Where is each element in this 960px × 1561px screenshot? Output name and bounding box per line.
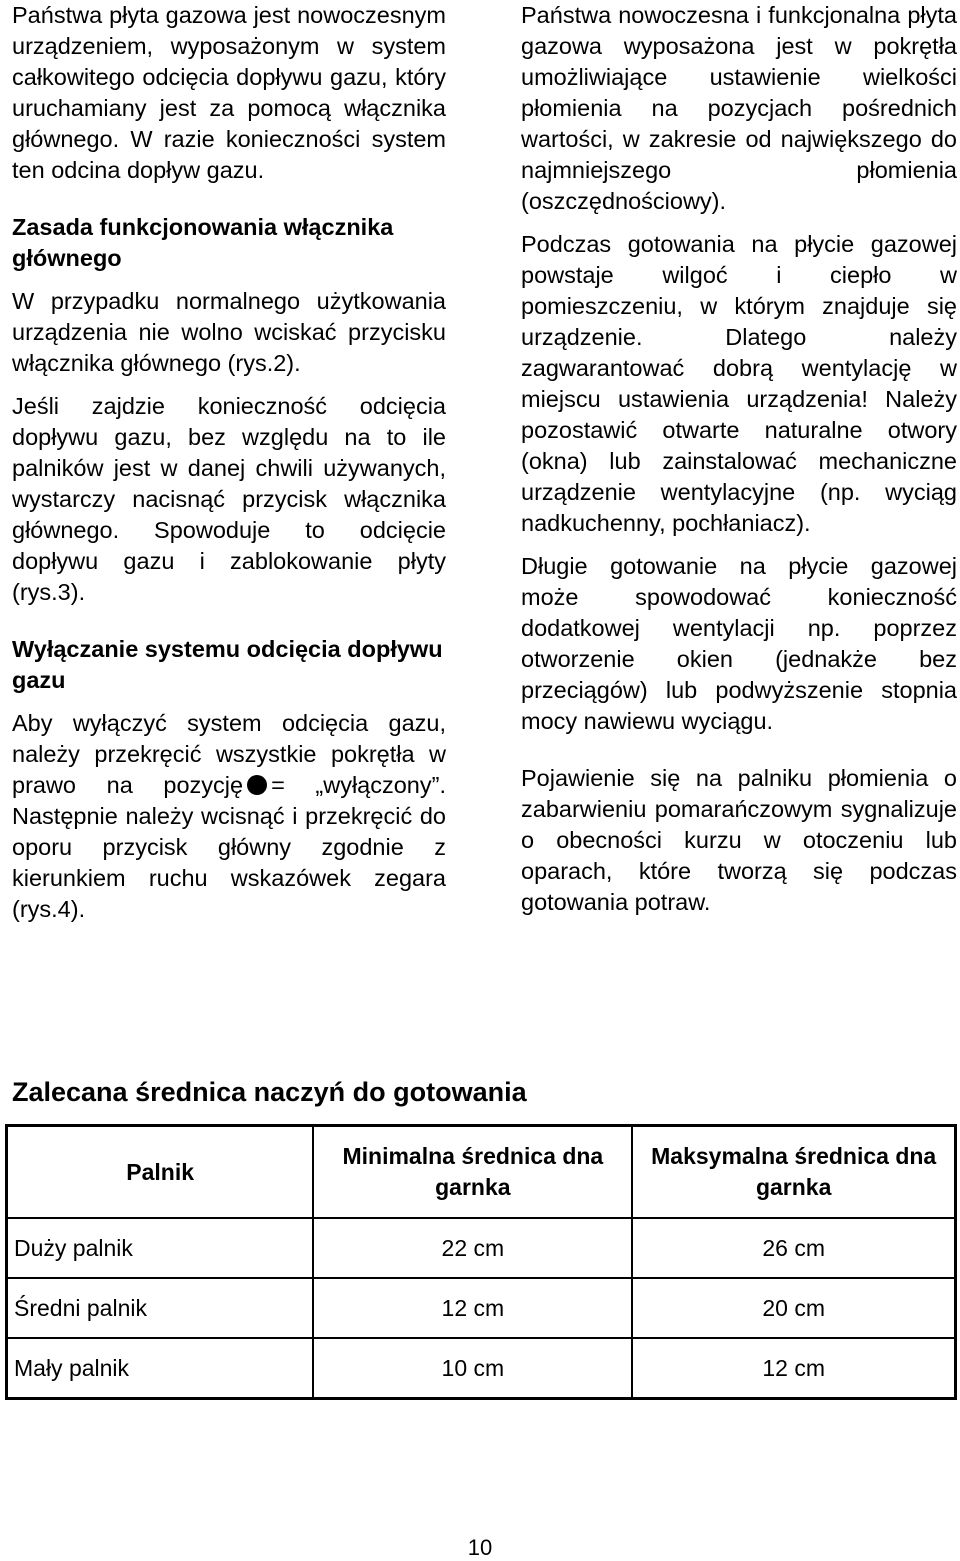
max-diameter: 12 cm bbox=[632, 1338, 955, 1399]
left-column bbox=[12, 0, 446, 925]
max-diameter: 20 cm bbox=[632, 1278, 955, 1338]
normal-use-paragraph: W przypadku normalnego użytkowania urządzenia nie wolno wciskać przycisku włącznika głównego (rys.2). bbox=[12, 288, 446, 376]
table-row bbox=[7, 1278, 956, 1338]
burner-name: Średni palnik bbox=[7, 1278, 314, 1338]
disable-text-after: = „wyłączony”. Następnie należy wcisnąć i przekręcić do oporu przycisk główny zgodnie z kierunkiem ruchu wskazówek zegara (rys.4). bbox=[12, 772, 446, 922]
long-cooking-paragraph: Długie gotowanie na płycie gazowej może spowodować konieczność dodatkowej wentylacji np. poprzez otworzenie okien (jednakże bez przeciągów) lub podwyższenie stopnia mocy nawiewu wyciągu. bbox=[521, 553, 957, 734]
cutoff-paragraph: Jeśli zajdzie konieczność odcięcia dopływu gazu, bez względu na to ile palników jest w danej chwili używanych, wystarczy nacisnąć przycisk włącznika głównego. Spowoduje to odcięcie dopływu gazu i zablokowanie płyty (rys.3). bbox=[12, 393, 446, 605]
ventilation-paragraph: Podczas gotowania na płycie gazowej powstaje wilgoć i ciepło w pomieszczeniu, w którym znajduje się urządzenie. Dlatego należy zagwarantować dobrą wentylację w miejscu ustawienia urządzenia! Należy pozostawić otwarte naturalne otwory (okna) lub zainstalować mechaniczne urządzenie wentylacyjne (np. wyciąg nadkuchenny, pochłaniacz). bbox=[521, 231, 957, 536]
burner-name: Mały palnik bbox=[7, 1338, 314, 1399]
heading-main-switch: Zasada funkcjonowania włącznika głównego bbox=[12, 214, 394, 271]
table-header-row bbox=[7, 1126, 956, 1219]
knobs-paragraph: Państwa nowoczesna i funkcjonalna płyta gazowa wyposażona jest w pokrętła umożliwiające ustawienie wielkości płomienia na pozycjach pośrednich wartości, w zakresie od największego do najmniejszego płomienia (oszczędnościowy). bbox=[521, 2, 957, 214]
filled-circle-icon bbox=[247, 775, 267, 795]
table-title: Zalecana średnica naczyń do gotowania bbox=[12, 1077, 527, 1107]
right-column bbox=[521, 0, 957, 918]
max-diameter: 26 cm bbox=[632, 1218, 955, 1278]
page-number: 10 bbox=[467, 1535, 493, 1560]
heading-disable-system: Wyłączanie systemu odcięcia dopływu gazu bbox=[12, 636, 443, 693]
min-diameter: 12 cm bbox=[313, 1278, 632, 1338]
min-diameter: 22 cm bbox=[313, 1218, 632, 1278]
disable-text-before: Aby wyłączyć system odcięcia gazu, należy przekręcić wszystkie pokrętła w prawo na pozycję bbox=[12, 710, 446, 798]
disable-paragraph bbox=[12, 708, 446, 925]
burner-name: Duży palnik bbox=[7, 1218, 314, 1278]
vessel-diameter-table bbox=[5, 1124, 957, 1400]
header-min-diameter: Minimalna średnica dna garnka bbox=[313, 1126, 632, 1219]
header-burner: Palnik bbox=[7, 1126, 314, 1219]
header-max-diameter: Maksymalna średnica dna garnka bbox=[632, 1126, 955, 1219]
table-row bbox=[7, 1338, 956, 1399]
orange-flame-paragraph: Pojawienie się na palniku płomienia o zabarwieniu pomarańczowym sygnalizuje o obecności kurzu w otoczeniu lub oparach, które tworzą się podczas gotowania potraw. bbox=[521, 765, 957, 915]
intro-paragraph: Państwa płyta gazowa jest nowoczesnym urządzeniem, wyposażonym w system całkowitego odcięcia dopływu gazu, który uruchamiany jest za pomocą włącznika głównego. W razie konieczności system ten odcina dopływ gazu. bbox=[12, 2, 446, 183]
table-row bbox=[7, 1218, 956, 1278]
min-diameter: 10 cm bbox=[313, 1338, 632, 1399]
